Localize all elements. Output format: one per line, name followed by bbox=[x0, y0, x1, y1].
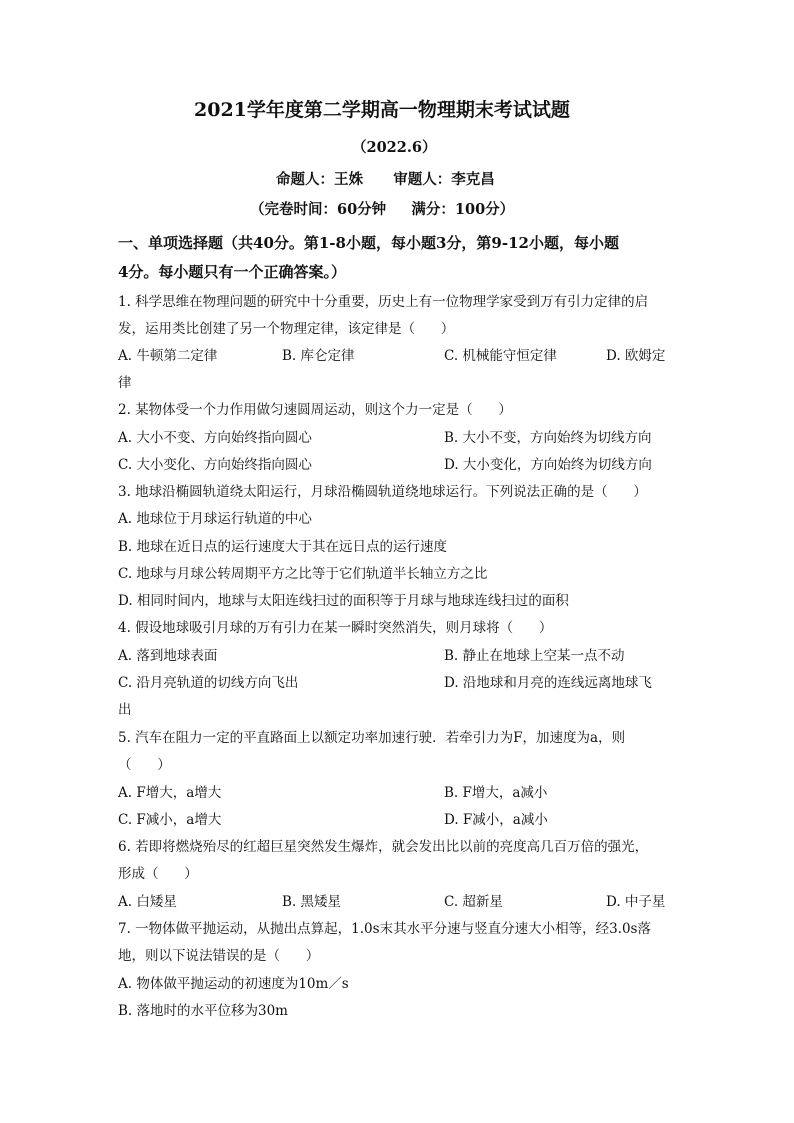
question-4-option-c: C. 沿月亮轨道的切线方向飞出 bbox=[118, 675, 299, 691]
question-4-option-a: A. 落到地球表面 bbox=[118, 648, 218, 664]
question-1-stem-line1: 1. 科学思维在物理问题的研究中十分重要，历史上有一位物理学家受到万有引力定律的启 bbox=[118, 294, 649, 310]
question-2-option-c: C. 大小变化、方向始终指向圆心 bbox=[118, 457, 312, 473]
question-7-stem-line2: 地，则以下说法错误的是（ ） bbox=[118, 948, 320, 964]
question-5-stem-line1: 5. 汽车在阻力一定的平直路面上以额定功率加速行驶．若牵引力为F，加速度为a，则 bbox=[118, 730, 626, 746]
question-2-stem: 2. 某物体受一个力作用做匀速圆周运动，则这个力一定是（ ） bbox=[118, 402, 512, 418]
question-1-option-c: C. 机械能守恒定律 bbox=[444, 348, 557, 364]
question-6-stem-line1: 6. 若即将燃烧殆尽的红超巨星突然发生爆炸，就会发出比以前的亮度高几百万倍的强光， bbox=[118, 839, 649, 855]
question-1-option-a: A. 牛顿第二定律 bbox=[118, 348, 218, 364]
question-7-option-a: A. 物体做平抛运动的初速度为10m／s bbox=[118, 976, 349, 992]
question-6-option-b: B. 黑矮星 bbox=[282, 894, 342, 910]
question-6-option-c: C. 超新星 bbox=[444, 894, 503, 910]
question-7-stem-line1: 7. 一物体做平抛运动，从抛出点算起，1.0s末其水平分速与竖直分速大小相等，经3.0s落 bbox=[118, 921, 651, 937]
question-1-stem-line2: 发，运用类比创建了另一个物理定律，该定律是（ ） bbox=[118, 321, 455, 337]
question-4-stem: 4. 假设地球吸引月球的万有引力在某一瞬时突然消失，则月球将（ ） bbox=[118, 620, 553, 636]
question-3-option-d: D. 相同时间内，地球与太阳连线扫过的面积等于月球与地球连线扫过的面积 bbox=[118, 593, 569, 609]
question-5-option-d: D. F减小，a减小 bbox=[444, 812, 548, 828]
question-1-option-d: D. 欧姆定 bbox=[606, 348, 666, 364]
question-2-option-b: B. 大小不变，方向始终为切线方向 bbox=[444, 430, 652, 446]
exam-date: （2022.6） bbox=[352, 139, 437, 156]
question-4-option-d: D. 沿地球和月亮的连线远离地球飞 bbox=[444, 675, 652, 691]
question-6-option-a: A. 白矮星 bbox=[118, 894, 177, 910]
section-heading-line2: 4分。每小题只有一个正确答案。） bbox=[118, 263, 346, 281]
question-3-option-c: C. 地球与月球公转周期平方之比等于它们轨道半长轴立方之比 bbox=[118, 566, 488, 582]
question-5-option-c: C. F减小，a增大 bbox=[118, 812, 222, 828]
question-3-option-b: B. 地球在近日点的运行速度大于其在远日点的运行速度 bbox=[118, 539, 448, 555]
question-2-option-d: D. 大小变化，方向始终为切线方向 bbox=[444, 457, 652, 473]
question-6-stem-line2: 形成（ ） bbox=[118, 866, 198, 882]
question-1-option-b: B. 库仑定律 bbox=[282, 348, 355, 364]
question-7-option-b: B. 落地时的水平位移为30m bbox=[118, 1003, 288, 1019]
question-3-stem: 3. 地球沿椭圆轨道绕太阳运行，月球沿椭圆轨道绕地球运行。下列说法正确的是（ ） bbox=[118, 484, 647, 500]
exam-title: 2021学年度第二学期高一物理期末考试试题 bbox=[194, 99, 570, 121]
section-heading-line1: 一、单项选择题（共40分。第1-8小题，每小题3分，第9-12小题，每小题 bbox=[118, 234, 619, 252]
question-5-option-a: A. F增大，a增大 bbox=[118, 785, 222, 801]
question-6-option-d: D. 中子星 bbox=[606, 894, 666, 910]
question-1-option-d-continued: 律 bbox=[118, 375, 132, 391]
question-5-option-b: B. F增大，a减小 bbox=[444, 785, 548, 801]
question-3-option-a: A. 地球位于月球运行轨道的中心 bbox=[118, 511, 312, 527]
exam-authors: 命题人：王姝 审题人：李克昌 bbox=[276, 171, 495, 188]
question-5-stem-line2: （ ） bbox=[118, 757, 171, 773]
exam-time-score: （完卷时间：60分钟 满分：100分） bbox=[250, 201, 515, 218]
question-4-option-d-continued: 出 bbox=[118, 702, 132, 718]
question-2-option-a: A. 大小不变、方向始终指向圆心 bbox=[118, 430, 312, 446]
question-4-option-b: B. 静止在地球上空某一点不动 bbox=[444, 648, 625, 664]
